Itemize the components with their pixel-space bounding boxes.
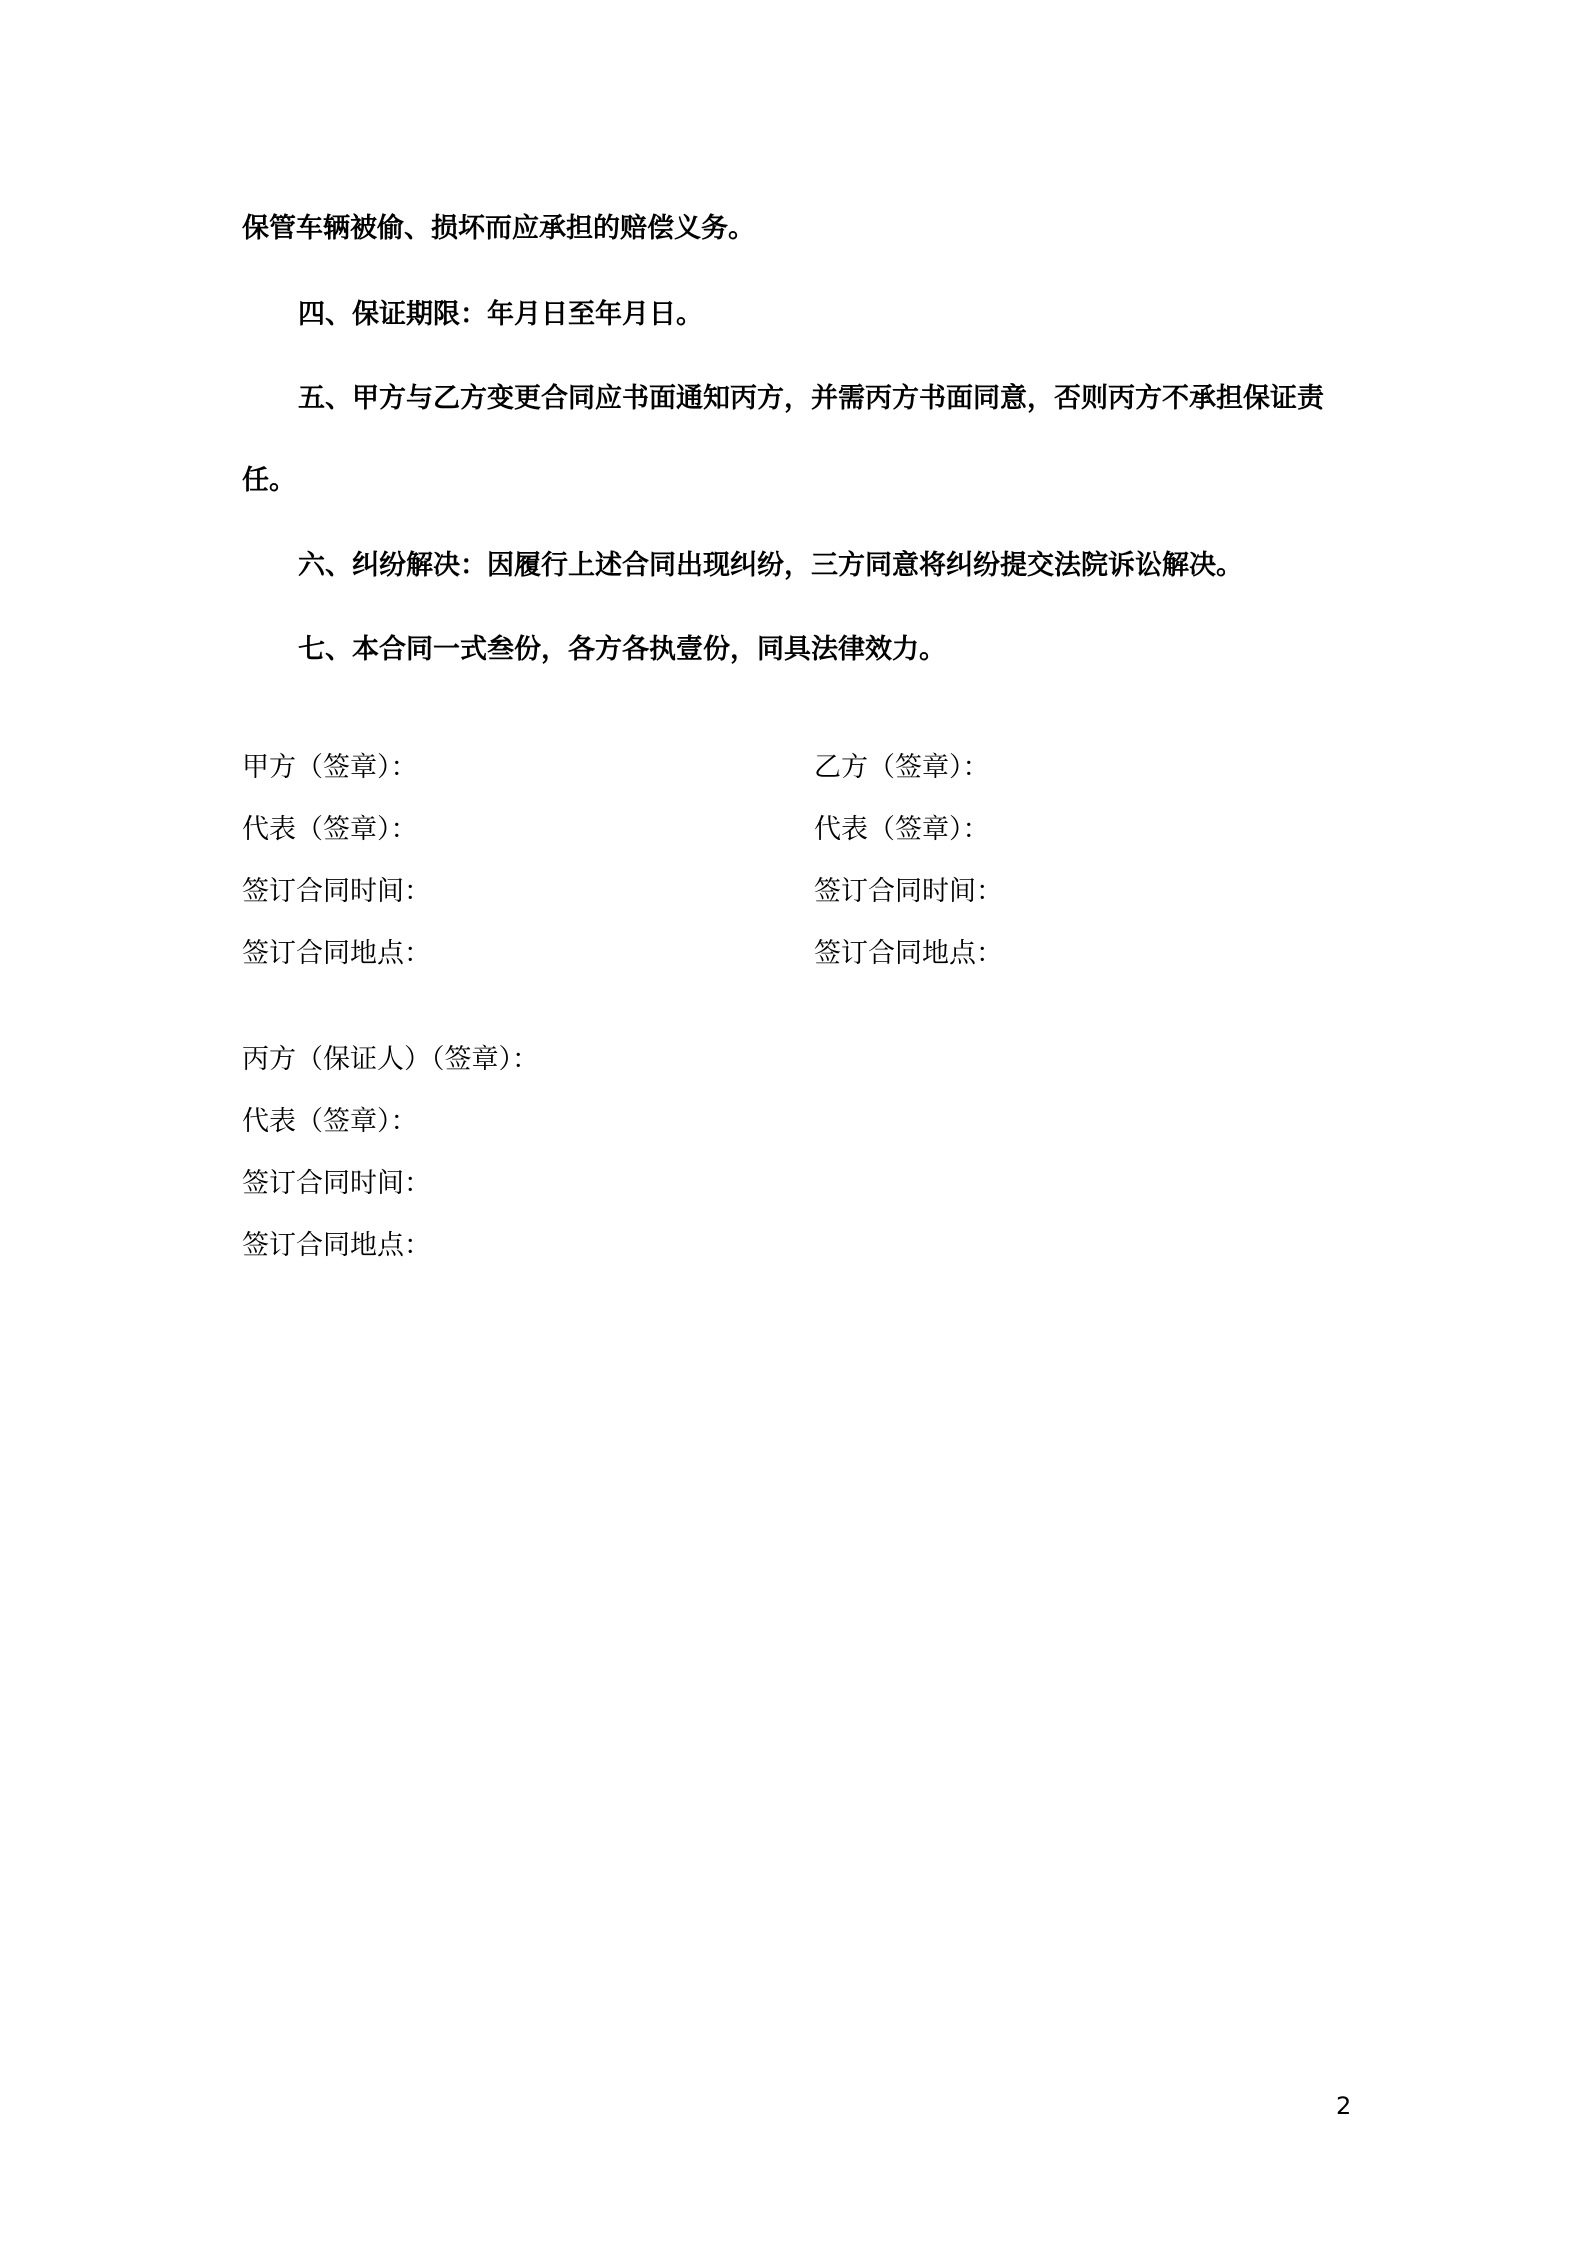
party-b-sign-place-label: 签订合同地点： (814, 938, 1003, 969)
party-c-representative-label: 代表（签章）： (242, 1106, 418, 1137)
clause-5-line-2: 任。 (242, 465, 296, 496)
party-c-sign-time-label: 签订合同时间： (242, 1168, 431, 1199)
party-b-signature-label: 乙方（签章）： (814, 752, 990, 783)
clause-7-copies: 七、本合同一式叁份，各方各执壹份，同具法律效力。 (298, 634, 946, 665)
party-b-sign-time-label: 签订合同时间： (814, 876, 1003, 907)
party-b-representative-label: 代表（签章）： (814, 814, 990, 845)
page-number: 2 (1336, 2092, 1352, 2120)
clause-6-dispute-resolution: 六、纠纷解决：因履行上述合同出现纠纷，三方同意将纠纷提交法院诉讼解决。 (298, 550, 1243, 581)
clause-4-guarantee-period: 四、保证期限：年月日至年月日。 (298, 299, 703, 330)
party-a-representative-label: 代表（签章）： (242, 814, 418, 845)
party-a-sign-place-label: 签订合同地点： (242, 938, 431, 969)
party-a-sign-time-label: 签订合同时间： (242, 876, 431, 907)
clause-3-continuation: 保管车辆被偷、损坏而应承担的赔偿义务。 (242, 213, 755, 244)
party-a-signature-label: 甲方（签章）： (242, 752, 418, 783)
party-c-signature-label: 丙方（保证人）（签章）： (242, 1044, 539, 1075)
clause-5-line-1: 五、甲方与乙方变更合同应书面通知丙方，并需丙方书面同意，否则丙方不承担保证责 (298, 383, 1324, 414)
party-c-sign-place-label: 签订合同地点： (242, 1230, 431, 1261)
